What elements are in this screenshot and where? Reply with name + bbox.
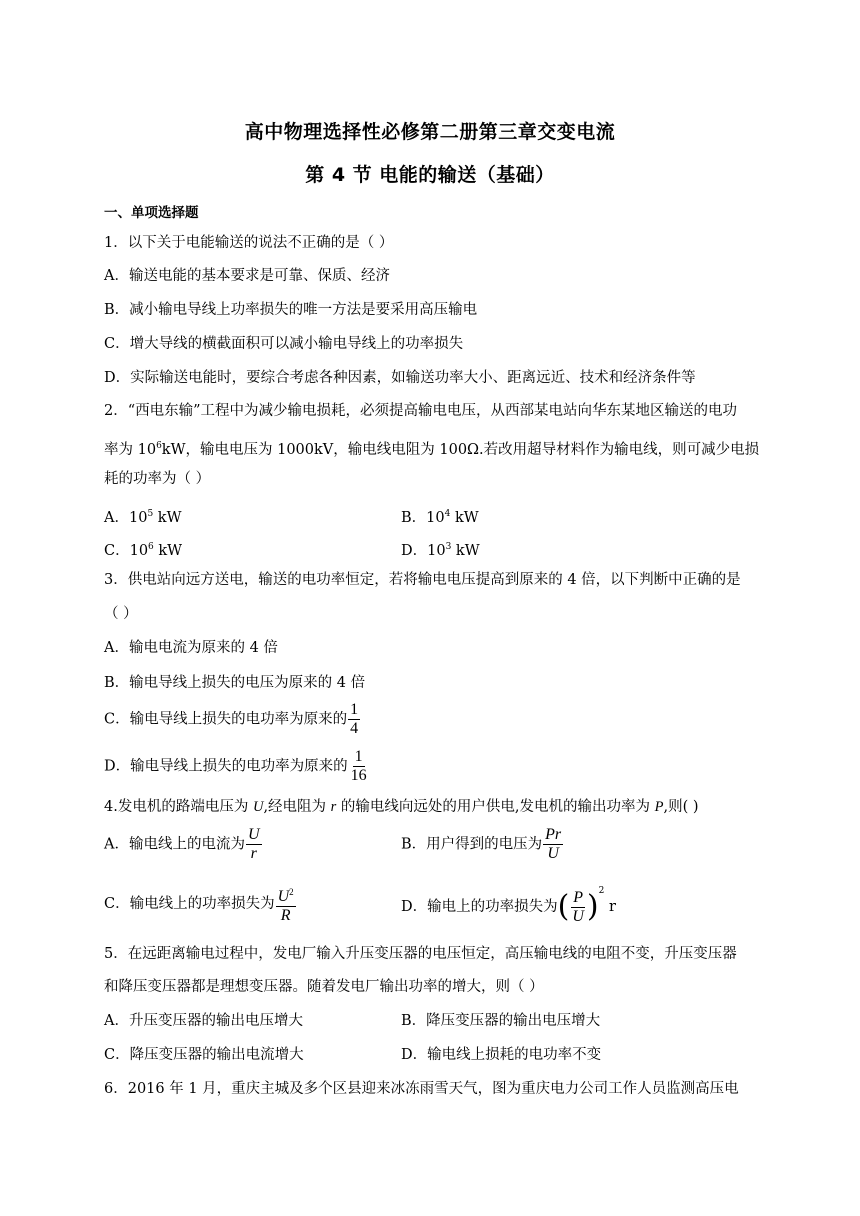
q6-stem-line1: 6．2016 年 1 月，重庆主城及多个区县迎来冰冻雨雪天气，图为重庆电力公司工作人员监测高压电 — [104, 1081, 739, 1097]
q1-option-a: A．输送电能的基本要求是可靠、保质、经济 — [104, 268, 390, 284]
q4-stem: 4.发电机的路端电压为 U,经电阻为 r 的输电线向远处的用户供电,发电机的输出功率为 P,则( ) — [104, 799, 699, 815]
fraction: $\frac{U^2}{R}$ — [276, 883, 296, 925]
q1-option-c: C．增大导线的横截面积可以减小输电导线上的功率损失 — [104, 336, 464, 352]
q5-option-b: B．降压变压器的输出电压增大 — [401, 1013, 601, 1029]
fraction: $\frac{1}{4}$ — [350, 701, 359, 737]
q2-option-d: D．$10^3$ kW — [401, 542, 480, 559]
document-subtitle: 第 4 节 电能的输送（基础） — [305, 164, 555, 186]
fraction: $\frac{U}{r}$ — [247, 826, 260, 862]
q5-option-c: C．降压变压器的输出电流增大 — [104, 1047, 304, 1063]
q2-stem-line3: 耗的功率为（ ） — [104, 471, 211, 487]
q2-option-c: C．$10^6$ kW — [104, 542, 183, 559]
fraction: $\frac{P}{U}$ — [572, 888, 584, 925]
q2-option-b: B．$10^4$ kW — [401, 509, 479, 526]
q4-option-b: B．用户得到的电压为 $\frac{Pr}{U}$ — [401, 826, 562, 862]
q4-option-a: A．输电线上的电流为 $\frac{U}{r}$ — [104, 826, 260, 862]
q3-option-a: A．输电电流为原来的 4 倍 — [104, 640, 278, 656]
q3-stem-line1: 3．供电站向远方送电，输送的电功率恒定，若将输电电压提高到原来的 4 倍，以下判断中正确的是 — [104, 572, 741, 588]
q3-option-c: C．输电导线上损失的电功率为原来的 $\frac{1}{4}$ — [104, 701, 359, 737]
q1-option-b: B．减小输电导线上功率损失的唯一方法是要采用高压输电 — [104, 302, 478, 318]
section-heading: 一、单项选择题 — [104, 205, 199, 221]
q2-stem-line1: 2．“西电东输”工程中为减少输电损耗，必须提高输电电压，从西部某电站向华东某地区输送的电功 — [104, 403, 738, 419]
fraction: $\frac{Pr}{U}$ — [545, 826, 562, 862]
q3-option-b: B．输电导线上损失的电压为原来的 4 倍 — [104, 675, 366, 691]
q5-option-d: D．输电线上损耗的电功率不变 — [401, 1047, 602, 1063]
q2-stem-line2: 率为 $10^6kW$，输电电压为 1000kV，输电线电阻为 100Ω.若改用超导材料作为输电线，则可减少电损 — [104, 441, 760, 458]
q2-option-a: A．$10^5$ kW — [104, 509, 182, 526]
q4-option-c: C．输电线上的功率损失为 $\frac{U^2}{R}$ — [104, 883, 297, 925]
q1-stem: 1．以下关于电能输送的说法不正确的是（ ） — [104, 235, 394, 251]
q1-option-d: D．实际输送电能时，要综合考虑各种因素，如输送功率大小、距离远近、技术和经济条件等 — [104, 370, 696, 386]
q3-option-d: D．输电导线上损失的电功率为原来的 $\frac{1}{16}$ — [104, 748, 367, 784]
q4-option-d: D．输电上的功率损失为( $\frac{P}{U}$ )$^2$ r — [401, 886, 616, 925]
q5-stem-line2: 和降压变压器都是理想变压器。随着发电厂输出功率的增大，则（ ） — [104, 979, 544, 995]
q5-option-a: A．升压变压器的输出电压增大 — [104, 1013, 303, 1029]
document-title: 高中物理选择性必修第二册第三章交变电流 — [244, 121, 616, 143]
fraction: $\frac{1}{16}$ — [350, 748, 367, 784]
q3-stem-line2: （ ） — [104, 606, 138, 622]
q5-stem-line1: 5．在远距离输电过程中，发电厂输入升压变压器的电压恒定，高压输电线的电阻不变，升压变压器 — [104, 946, 737, 962]
